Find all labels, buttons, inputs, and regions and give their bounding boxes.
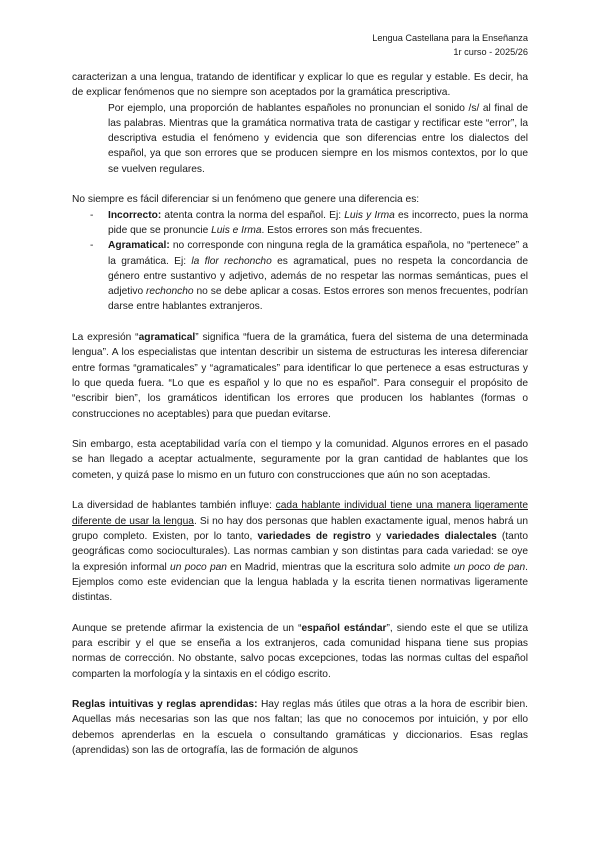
term-incorrecto: Incorrecto: xyxy=(108,209,162,221)
paragraph-list-intro: No siempre es fácil diferenciar si un fenómeno que genere una diferencia es: xyxy=(72,194,420,206)
example-text: rechoncho xyxy=(146,286,194,298)
error-type-list xyxy=(72,208,528,315)
paragraph-estandar: Aunque se pretende afirmar la existencia de un “español estándar”, siendo este el que se utiliza para escribir y el que se enseña a los extranjeros, cada comunidad hispana tiene sus propias normas de corrección. No obstante, salvo pocas excepciones, todas las normas cultas del español comparten la morfología y la sintaxis en el código escrito. xyxy=(72,622,528,680)
dash-bullet: - xyxy=(90,240,94,252)
paragraph-aceptabilidad: Sin embargo, esta aceptabilidad varía con el tiempo y la comunidad. Algunos errores en el pasado se han llegado a aceptar actualmente, seguramente por la gran cantidad de hablantes que los cometen, y quizá pase lo mismo en un futuro con construcciones que aún no son aceptadas. xyxy=(72,439,528,481)
paragraph-reglas: Reglas intuitivas y reglas aprendidas: Hay reglas más útiles que otras a la hora de escribir bien. Aquellas más necesarias son las que nos faltan; las que no conocemos por intuición, y por ello debemos aprenderlas en la escuela o consultando gramáticas y diccionarios. Esas reglas (aprendidas) son las de ortografía, las de formación de algunos xyxy=(72,699,528,757)
example-text: Luis y Irma xyxy=(344,209,395,221)
header-course-title: Lengua Castellana para la Enseñanza xyxy=(372,33,528,43)
paragraph-intro: caracterizan a una lengua, tratando de identificar y explicar lo que es regular y estable. Es decir, ha de explicar fenómenos que no siempre son aceptados por la gramática prescriptiva. xyxy=(72,72,528,99)
header-course-year: 1r curso - 2025/26 xyxy=(453,47,528,57)
paragraph-diversidad: La diversidad de hablantes también influye: cada hablante individual tiene una manera ligeramente diferente de usar la lengua. Si no hay dos personas que hablen exactamente igual, menos habrá un grupo completo. Existen, por lo tanto, variedades de registro y variedades dialectales (tanto geográficas como socioculturales). Las normas cambian y son distintas para cada variedad: se oye la expresión informal un poco pan en Madrid, mientras que la escritura solo admite un poco de pan. Ejemplos como este evidencian que la lengua hablada y la escrita tienen normativas ligeramente distintas. xyxy=(72,500,528,604)
list-item: - Agramatical: no corresponde con ninguna regla de la gramática española, no “pertenece” a la gramática. Ej: la flor rechoncho es agramatical, pues no respeta la concordancia de género entre sustantivo y adjetivo, además de no respetar las normas semánticas, pues el adjetivo rechoncho no se debe aplicar a cosas. Estos errores son menos frecuentes, podrían darse entre hablantes extranjeros. xyxy=(90,240,528,313)
paragraph-agramatical: La expresión “agramatical” significa “fuera de la gramática, fuera del sistema de una determinada lengua”. A los especialistas que intentan describir un sistema de estructuras les interesa diferenciar entre formas “gramaticales” y “agramaticales” para identificar lo que pertenece a esas estructuras y lo que queda fuera. “Lo que es español y lo que no es español”. Para conseguir el propósito de “escribir bien”, los gramáticos identifican los errores que producen los hablantes (formas o construcciones no aceptables) para que puedan evitarse. xyxy=(72,332,528,420)
example-text: Luis e Irma xyxy=(211,224,262,236)
example-text: la flor rechoncho xyxy=(191,255,272,267)
dash-bullet: - xyxy=(90,209,94,221)
paragraph-example: Por ejemplo, una proporción de hablantes españoles no pronuncian el sonido /s/ al final de las palabras. Mientras que la gramática normativa trata de castigar y rectificar este “error”, la descriptiva estudia el fenómeno y evidencia que son diferencias entre los dialectos del español, ya que son errores que se producen siempre en los mismos contextos, por lo que se vuelven regulares. xyxy=(108,102,528,175)
term-agramatical: Agramatical: xyxy=(108,240,170,252)
page-header xyxy=(372,31,528,59)
document-body xyxy=(72,70,528,758)
list-item: - Incorrecto: atenta contra la norma del español. Ej: Luis y Irma es incorrecto, pues la norma pide que se pronuncie Luis e Irma. Estos errores son más frecuentes. xyxy=(90,209,528,236)
